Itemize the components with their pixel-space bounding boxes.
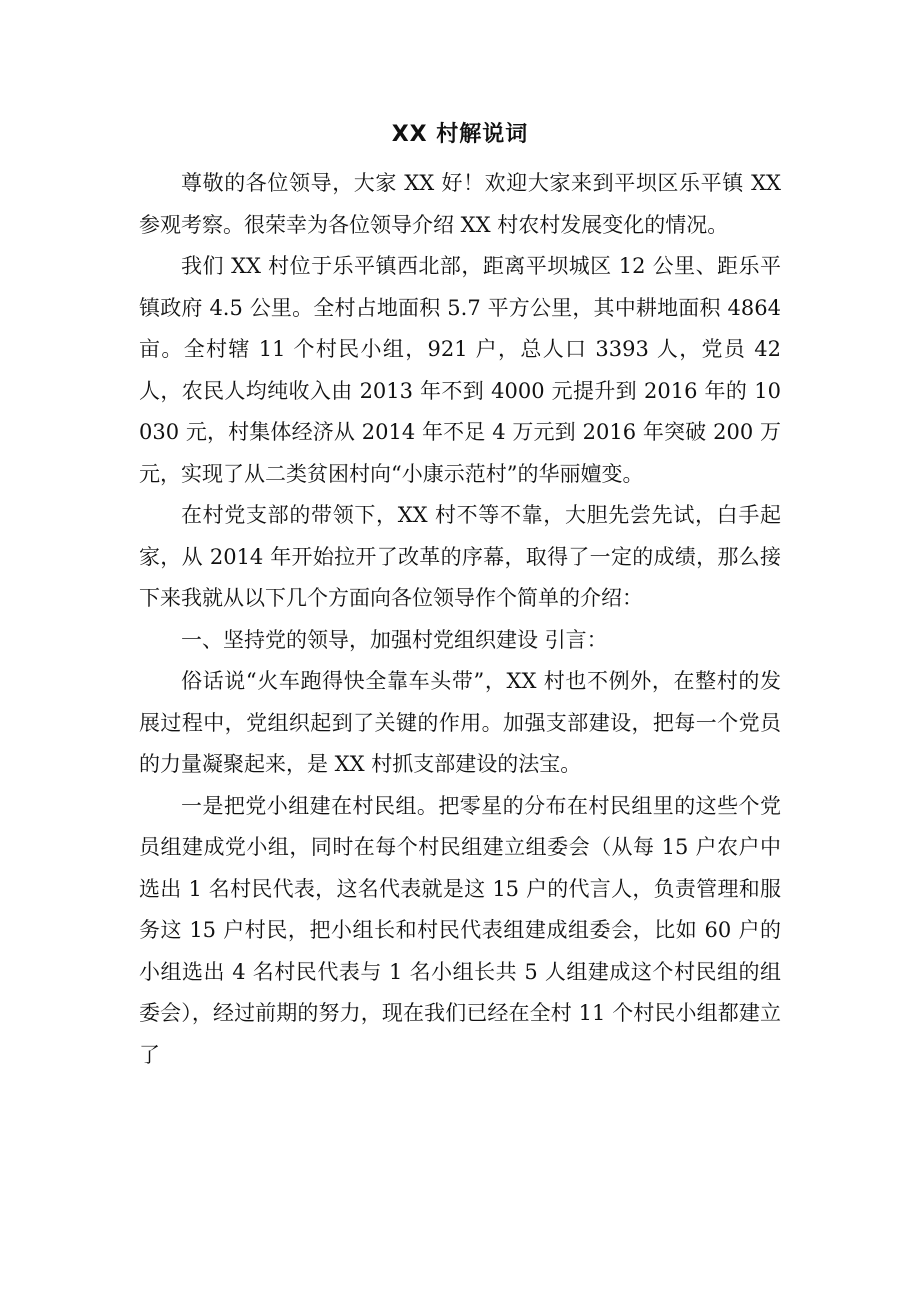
paragraph-greeting: 尊敬的各位领导，大家 XX 好！欢迎大家来到平坝区乐平镇 XX 参观考察。很荣幸为各位领导介绍 XX 村农村发展变化的情况。: [139, 171, 781, 237]
paragraph-party-leadership: 俗话说“火车跑得快全靠车头带”，XX 村也不例外，在整村的发展过程中，党组织起到了关键的作用。加强支部建设，把每一个党员的力量凝聚起来，是 XX 村抓支部建设的法宝。: [139, 669, 781, 776]
paragraph-village-overview: 我们 XX 村位于乐平镇西北部，距离平坝城区 12 公里、距乐平镇政府 4.5 公里。全村占地面积 5.7 平方公里，其中耕地面积 4864 亩。全村辖 11 个村民小组，921 户，总人口 3393 人，党员 42 人，农民人均纯收入由 2013 年不到 4000 元提升到 2016 年的 10030 元，村集体经济从 2014 年不足 4 万元到 2016 年突破 200 万元，实现了从二类贫困村向“小康示范村”的华丽嬗变。: [139, 254, 781, 486]
paragraph-section-heading: 一、坚持党的领导，加强村党组织建设 引言：: [181, 627, 608, 652]
document-body: [139, 163, 781, 1076]
document-title: XX 村解说词: [391, 122, 529, 147]
paragraph-party-groups: 一是把党小组建在村民组。把零星的分布在村民组里的这些个党员组建成党小组，同时在每个村民组建立组委会（从每 15 户农户中选出 1 名村民代表，这名代表就是这 15 户的代言人，负责管理和服务这 15 户村民，把小组长和村民代表组建成组委会，比如 60 户的小组选出 4 名村民代表与 1 名小组长共 5 人组建成这个村民组的组委会），经过前期的努力，现在我们已经在全村 11 个村民小组都建立了: [139, 793, 781, 1067]
paragraph-reform-intro: 在村党支部的带领下，XX 村不等不靠，大胆先尝先试，白手起家，从 2014 年开始拉开了改革的序幕，取得了一定的成绩，那么接下来我就从以下几个方面向各位领导作个简单的介绍：: [139, 503, 781, 610]
